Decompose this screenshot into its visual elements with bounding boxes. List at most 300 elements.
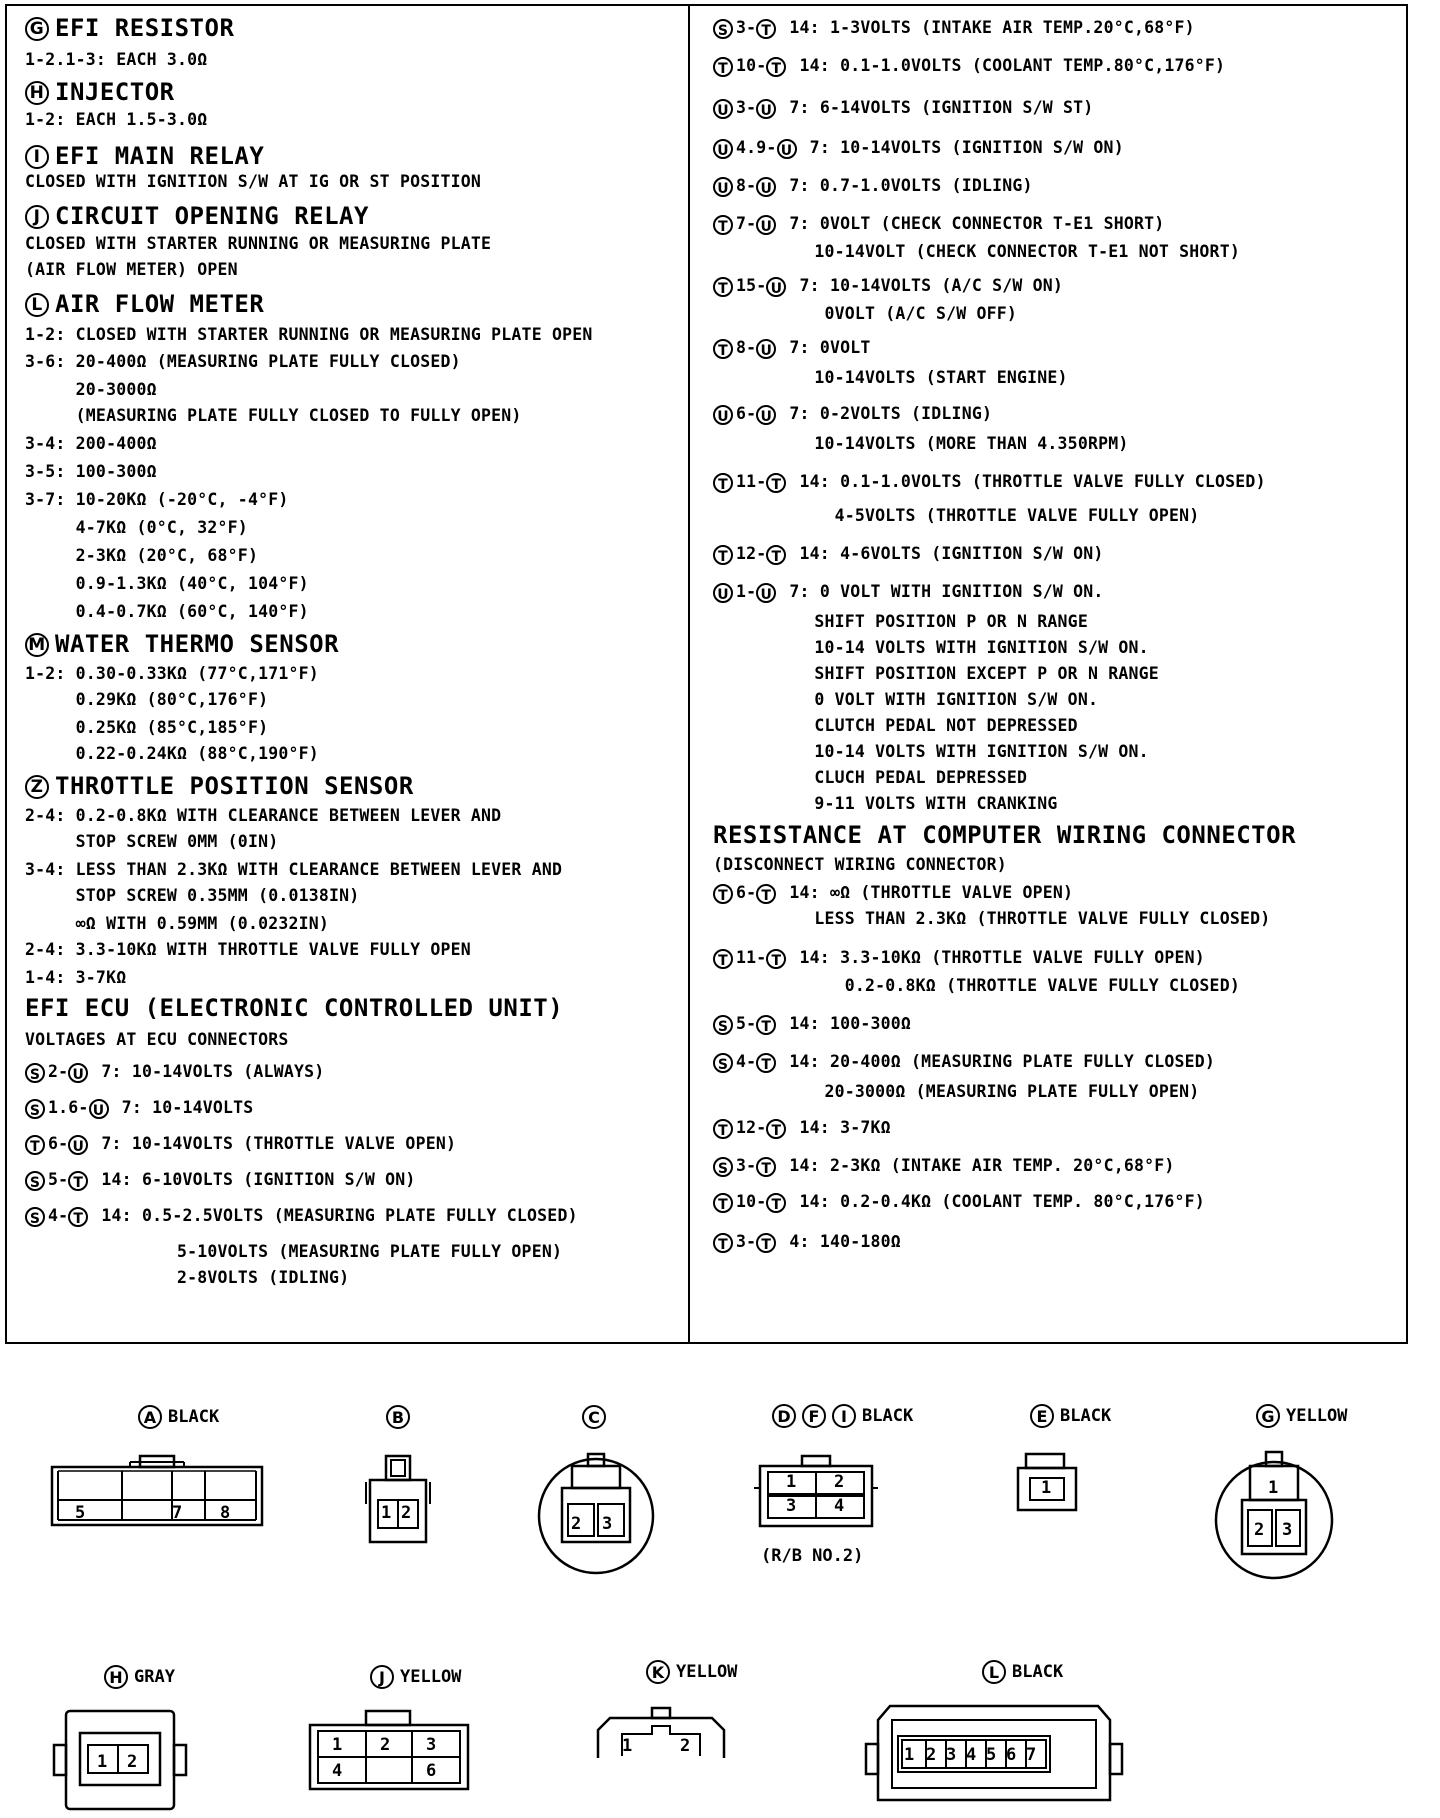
circle-letter-icon: S — [25, 1171, 45, 1191]
pin-label: 1 — [786, 1472, 797, 1492]
spec-line — [25, 574, 309, 594]
spec-text: 7: 6-14VOLTS (IGNITION S/W ST) — [779, 98, 1094, 117]
circle-letter-icon: T — [25, 1135, 45, 1155]
spec-line — [713, 638, 1149, 658]
spec-line — [713, 1232, 901, 1253]
spec-text: 7: 10-14VOLTS (A/C S/W ON) — [789, 276, 1064, 295]
spec-line — [713, 176, 1033, 197]
spec-line — [713, 138, 1124, 159]
pin-label: 2 — [1254, 1520, 1265, 1540]
circle-letter-icon: T — [713, 473, 733, 493]
spec-text: 1- — [736, 582, 757, 601]
spec-line — [713, 368, 1068, 388]
circle-letter-icon: S — [25, 1207, 45, 1227]
spec-text: 3- — [736, 98, 757, 117]
spec-text: 3-4: 200-400Ω — [25, 434, 157, 453]
circle-letter-icon: F — [802, 1404, 826, 1428]
spec-text: 1.6- — [48, 1098, 89, 1117]
circle-letter-icon: T — [766, 545, 786, 565]
spec-line — [25, 690, 268, 710]
spec-line — [25, 832, 278, 852]
spec-text: 10-14VOLTS (MORE THAN 4.350RPM) — [713, 434, 1129, 453]
circle-letter-icon: U — [777, 139, 797, 159]
spec-text: 2-8VOLTS (IDLING) — [25, 1268, 350, 1287]
connector-color: BLACK — [1060, 1406, 1112, 1426]
spec-text: LESS THAN 2.3KΩ (THROTTLE VALVE FULLY CLOSED) — [713, 909, 1271, 928]
spec-text: 4- — [736, 1052, 757, 1071]
circle-letter-icon: T — [713, 949, 733, 969]
circle-letter-icon: T — [713, 277, 733, 297]
spec-line — [713, 690, 1098, 710]
pin-label: 2 — [571, 1514, 582, 1534]
circle-letter-icon: T — [766, 1119, 786, 1139]
connector-dfi-label — [772, 1404, 913, 1428]
pin-label: 8 — [220, 1503, 231, 1523]
circle-letter-icon: U — [713, 99, 733, 119]
spec-text: 12- — [736, 1118, 767, 1137]
circle-letter-icon: T — [766, 473, 786, 493]
spec-line — [713, 909, 1270, 929]
spec-text: 0.25KΩ (85°C,185°F) — [25, 718, 269, 737]
spec-text: 2- — [48, 1062, 69, 1081]
spec-text: 4.9- — [736, 138, 777, 157]
spec-line — [25, 744, 319, 764]
spec-text: EFI RESISTOR — [55, 14, 235, 42]
section-heading — [25, 994, 563, 1022]
spec-text: CLOSED WITH IGNITION S/W AT IG OR ST POSITION — [25, 172, 482, 191]
circle-letter-icon: L — [25, 293, 49, 317]
pin-label: 2 — [834, 1472, 845, 1492]
circle-letter-icon: U — [766, 277, 786, 297]
spec-text: 14: 0.1-1.0VOLTS (COOLANT TEMP.80°C,176°F) — [789, 56, 1226, 75]
spec-text: 4-5VOLTS (THROTTLE VALVE FULLY OPEN) — [713, 506, 1200, 525]
connector-k — [592, 1702, 732, 1768]
spec-line — [713, 242, 1240, 262]
circle-letter-icon: T — [756, 19, 776, 39]
circle-letter-icon: T — [756, 1053, 776, 1073]
spec-line — [25, 914, 329, 934]
pin-label: 2 — [926, 1745, 937, 1765]
spec-line — [713, 1118, 891, 1139]
spec-line — [25, 325, 593, 345]
pin-label: 5 — [75, 1503, 86, 1523]
spec-line — [713, 855, 1007, 875]
pin-label: 1 — [1041, 1478, 1052, 1498]
circle-letter-icon: H — [25, 81, 49, 105]
spec-line — [25, 1030, 288, 1050]
circle-letter-icon: A — [138, 1405, 162, 1429]
circle-letter-icon: C — [582, 1405, 606, 1429]
spec-line — [25, 434, 157, 454]
spec-text: 4- — [48, 1206, 69, 1225]
circle-letter-icon: S — [713, 1015, 733, 1035]
spec-text: STOP SCREW 0MM (0IN) — [25, 832, 279, 851]
spec-text: 9-11 VOLTS WITH CRANKING — [713, 794, 1058, 813]
spec-line — [713, 1014, 911, 1035]
spec-text: SHIFT POSITION EXCEPT P OR N RANGE — [713, 664, 1159, 683]
spec-text: 14: 20-400Ω (MEASURING PLATE FULLY CLOSED) — [779, 1052, 1216, 1071]
spec-text: 7- — [736, 214, 757, 233]
column-divider — [688, 4, 690, 1344]
spec-text: STOP SCREW 0.35MM (0.0138IN) — [25, 886, 360, 905]
spec-line — [713, 404, 992, 425]
spec-text: 14: 3-7KΩ — [789, 1118, 891, 1137]
spec-line — [25, 602, 309, 622]
spec-text: 2-4: 0.2-0.8KΩ WITH CLEARANCE BETWEEN LEVER AND — [25, 806, 502, 825]
spec-text: 4-7KΩ (0°C, 32°F) — [25, 518, 248, 537]
spec-line — [713, 1192, 1205, 1213]
circle-letter-icon: U — [713, 177, 733, 197]
pin-label: 2 — [127, 1752, 138, 1772]
spec-line — [713, 768, 1027, 788]
spec-line — [713, 544, 1104, 565]
pin-label: 7 — [1026, 1745, 1037, 1765]
spec-text: 1-4: 3-7KΩ — [25, 968, 127, 987]
spec-text: 14: 4-6VOLTS (IGNITION S/W ON) — [789, 544, 1104, 563]
spec-text: 14: 100-300Ω — [779, 1014, 912, 1033]
connector-color: YELLOW — [676, 1662, 738, 1682]
spec-line — [25, 968, 126, 988]
spec-line — [25, 260, 238, 280]
circle-letter-icon: T — [713, 1193, 733, 1213]
spec-text: 6- — [736, 883, 757, 902]
section-heading — [25, 630, 339, 658]
pin-label: 4 — [966, 1745, 977, 1765]
spec-text: 2-3KΩ (20°C, 68°F) — [25, 546, 259, 565]
circle-letter-icon: G — [25, 17, 49, 41]
circle-letter-icon: M — [25, 633, 49, 657]
section-heading — [25, 78, 175, 106]
spec-line — [25, 110, 207, 130]
spec-text: 8- — [736, 176, 757, 195]
spec-line — [25, 172, 481, 192]
pin-label: 3 — [946, 1745, 957, 1765]
spec-line — [713, 276, 1063, 297]
connector-h-label — [104, 1665, 175, 1689]
spec-text: 14: 0.2-0.4KΩ (COOLANT TEMP. 80°C,176°F) — [789, 1192, 1205, 1211]
spec-line — [25, 234, 491, 254]
circle-letter-icon: S — [713, 1053, 733, 1073]
circle-letter-icon: T — [766, 57, 786, 77]
connector-c — [532, 1448, 660, 1576]
spec-text: 3-5: 100-300Ω — [25, 462, 157, 481]
spec-text: 1-2.1-3: EACH 3.0Ω — [25, 50, 208, 69]
spec-text: 0.29KΩ (80°C,176°F) — [25, 690, 269, 709]
spec-line — [25, 352, 461, 372]
spec-text: 14: 6-10VOLTS (IGNITION S/W ON) — [91, 1170, 416, 1189]
circle-letter-icon: U — [756, 215, 776, 235]
pin-label: 1 — [622, 1736, 633, 1756]
circle-letter-icon: U — [68, 1063, 88, 1083]
circle-letter-icon: D — [772, 1404, 796, 1428]
spec-text: 14: ∞Ω (THROTTLE VALVE OPEN) — [779, 883, 1074, 902]
spec-text: 15- — [736, 276, 767, 295]
circle-letter-icon: H — [104, 1665, 128, 1689]
spec-text: 3- — [736, 1156, 757, 1175]
section-heading — [25, 202, 369, 230]
spec-line — [713, 18, 1195, 39]
spec-text: CIRCUIT OPENING RELAY — [55, 202, 369, 230]
connector-color: BLACK — [168, 1407, 220, 1427]
spec-text: 11- — [736, 472, 767, 491]
connector-h — [50, 1705, 190, 1815]
spec-line — [713, 582, 1104, 603]
spec-text: 7: 10-14VOLTS — [111, 1098, 254, 1117]
spec-line — [713, 794, 1058, 814]
spec-line — [25, 1242, 562, 1262]
spec-text: 20-3000Ω (MEASURING PLATE FULLY OPEN) — [713, 1082, 1200, 1101]
spec-line — [713, 56, 1225, 77]
spec-text: VOLTAGES AT ECU CONNECTORS — [25, 1030, 289, 1049]
connector-color: GRAY — [134, 1667, 175, 1687]
pin-label: 1 — [1268, 1478, 1279, 1498]
spec-line — [713, 214, 1164, 235]
spec-line — [713, 434, 1129, 454]
spec-text: WATER THERMO SENSOR — [55, 630, 340, 658]
spec-line — [25, 546, 258, 566]
spec-line — [25, 806, 501, 826]
spec-text: 6- — [48, 1134, 69, 1153]
spec-table — [5, 4, 1408, 1344]
spec-text: 7: 10-14VOLTS (THROTTLE VALVE OPEN) — [91, 1134, 457, 1153]
spec-text: 0.2-0.8KΩ (THROTTLE VALVE FULLY CLOSED) — [713, 976, 1240, 995]
spec-text: 0 VOLT WITH IGNITION S/W ON. — [713, 690, 1099, 709]
spec-text: (DISCONNECT WIRING CONNECTOR) — [713, 855, 1007, 874]
spec-text: 1-2: 0.30-0.33KΩ (77°C,171°F) — [25, 664, 319, 683]
pin-label: 3 — [602, 1514, 613, 1534]
circle-letter-icon: T — [68, 1171, 88, 1191]
circle-letter-icon: T — [713, 215, 733, 235]
connector-color: YELLOW — [400, 1667, 462, 1687]
spec-line — [713, 948, 1205, 969]
spec-line — [713, 98, 1093, 119]
circle-letter-icon: T — [713, 1233, 733, 1253]
circle-letter-icon: T — [756, 1233, 776, 1253]
pin-label: 7 — [172, 1503, 183, 1523]
circle-letter-icon: U — [713, 405, 733, 425]
spec-text: 3-7: 10-20KΩ (-20°C, -4°F) — [25, 490, 289, 509]
relay-block-note: (R/B NO.2) — [761, 1546, 864, 1566]
spec-line — [25, 490, 288, 510]
circle-letter-icon: K — [646, 1660, 670, 1684]
circle-letter-icon: I — [832, 1404, 856, 1428]
spec-text: CLUCH PEDAL DEPRESSED — [713, 768, 1028, 787]
spec-text: 14: 1-3VOLTS (INTAKE AIR TEMP.20°C,68°F) — [779, 18, 1195, 37]
connector-color: BLACK — [1012, 1662, 1064, 1682]
spec-text: THROTTLE POSITION SENSOR — [55, 772, 414, 800]
circle-letter-icon: U — [713, 583, 733, 603]
spec-line — [25, 380, 157, 400]
section-heading — [25, 14, 234, 42]
connector-g-label — [1256, 1404, 1347, 1428]
connector-a-label — [138, 1405, 219, 1429]
section-heading — [713, 821, 1296, 849]
spec-text: 7: 0.7-1.0VOLTS (IDLING) — [779, 176, 1033, 195]
connector-e-label — [1030, 1404, 1111, 1428]
spec-text: 7: 0-2VOLTS (IDLING) — [779, 404, 993, 423]
spec-text: 0.22-0.24KΩ (88°C,190°F) — [25, 744, 319, 763]
spec-text: 3-6: 20-400Ω (MEASURING PLATE FULLY CLOSED) — [25, 352, 461, 371]
spec-line — [25, 1134, 456, 1155]
circle-letter-icon: J — [370, 1665, 394, 1689]
circle-letter-icon: U — [756, 339, 776, 359]
spec-line — [713, 883, 1073, 904]
pin-label: 5 — [986, 1745, 997, 1765]
circle-letter-icon: U — [713, 139, 733, 159]
connector-b-label — [386, 1405, 413, 1429]
spec-text: 10- — [736, 56, 767, 75]
spec-text: 14: 2-3KΩ (INTAKE AIR TEMP. 20°C,68°F) — [779, 1156, 1175, 1175]
connector-color: YELLOW — [1286, 1406, 1348, 1426]
circle-letter-icon: U — [68, 1135, 88, 1155]
spec-text: 14: 3.3-10KΩ (THROTTLE VALVE FULLY OPEN) — [789, 948, 1205, 967]
spec-text: EFI MAIN RELAY — [55, 142, 265, 170]
spec-text: 4: 140-180Ω — [779, 1232, 901, 1251]
spec-text: (MEASURING PLATE FULLY CLOSED TO FULLY OPEN) — [25, 406, 522, 425]
circle-letter-icon: T — [766, 1193, 786, 1213]
spec-text: 10-14 VOLTS WITH IGNITION S/W ON. — [713, 742, 1149, 761]
connector-j-label — [370, 1665, 461, 1689]
spec-text: 7: 10-14VOLTS (ALWAYS) — [91, 1062, 325, 1081]
spec-text: 3- — [736, 1232, 757, 1251]
spec-text: 10-14 VOLTS WITH IGNITION S/W ON. — [713, 638, 1149, 657]
spec-line — [25, 462, 157, 482]
pin-label: 6 — [426, 1761, 437, 1781]
circle-letter-icon: U — [756, 405, 776, 425]
spec-text: 11- — [736, 948, 767, 967]
circle-letter-icon: T — [713, 57, 733, 77]
circle-letter-icon: J — [25, 205, 49, 229]
spec-text: ∞Ω WITH 0.59MM (0.0232IN) — [25, 914, 330, 933]
connector-k-label — [646, 1660, 737, 1684]
spec-text: INJECTOR — [55, 78, 175, 106]
circle-letter-icon: S — [713, 1157, 733, 1177]
spec-text: SHIFT POSITION P OR N RANGE — [713, 612, 1088, 631]
circle-letter-icon: U — [756, 583, 776, 603]
circle-letter-icon: T — [713, 339, 733, 359]
connector-b — [364, 1452, 436, 1544]
pin-label: 3 — [1282, 1520, 1293, 1540]
spec-line — [713, 472, 1266, 493]
spec-line — [25, 860, 562, 880]
spec-text: AIR FLOW METER — [55, 290, 265, 318]
circle-letter-icon: T — [756, 1157, 776, 1177]
spec-line — [713, 612, 1088, 632]
pin-label: 2 — [380, 1735, 391, 1755]
spec-text: 7: 0VOLT (CHECK CONNECTOR T-E1 SHORT) — [779, 214, 1165, 233]
section-heading — [25, 290, 264, 318]
spec-line — [713, 1052, 1215, 1073]
spec-text: (AIR FLOW METER) OPEN — [25, 260, 238, 279]
connector-c-label — [582, 1405, 609, 1429]
pin-label: 1 — [97, 1752, 108, 1772]
spec-text: 5- — [48, 1170, 69, 1189]
spec-text: 7: 10-14VOLTS (IGNITION S/W ON) — [799, 138, 1124, 157]
spec-text: 3-4: LESS THAN 2.3KΩ WITH CLEARANCE BETWEEN LEVER AND — [25, 860, 563, 879]
spec-line — [713, 506, 1199, 526]
spec-text: 8- — [736, 338, 757, 357]
section-heading — [25, 772, 414, 800]
spec-text: 20-3000Ω — [25, 380, 157, 399]
pin-label: 4 — [332, 1761, 343, 1781]
spec-line — [25, 886, 359, 906]
circle-letter-icon: S — [25, 1099, 45, 1119]
circle-letter-icon: Z — [25, 775, 49, 799]
circle-letter-icon: T — [713, 884, 733, 904]
spec-text: CLOSED WITH STARTER RUNNING OR MEASURING PLATE — [25, 234, 492, 253]
spec-line — [713, 742, 1149, 762]
spec-line — [25, 664, 319, 684]
circle-letter-icon: L — [982, 1660, 1006, 1684]
connector-l-label — [982, 1660, 1063, 1684]
spec-line — [713, 1082, 1199, 1102]
circle-letter-icon: T — [766, 949, 786, 969]
spec-line — [25, 1268, 349, 1288]
circle-letter-icon: T — [713, 545, 733, 565]
spec-text: 2-4: 3.3-10KΩ WITH THROTTLE VALVE FULLY OPEN — [25, 940, 471, 959]
circle-letter-icon: S — [25, 1063, 45, 1083]
spec-line — [25, 1098, 253, 1119]
connector-g — [1210, 1448, 1338, 1584]
spec-text: CLUTCH PEDAL NOT DEPRESSED — [713, 716, 1078, 735]
spec-text: RESISTANCE AT COMPUTER WIRING CONNECTOR — [713, 821, 1297, 849]
spec-text: 0VOLT (A/C S/W OFF) — [713, 304, 1018, 323]
spec-line — [25, 1170, 416, 1191]
spec-line — [25, 1206, 578, 1227]
spec-text: 10-14VOLTS (START ENGINE) — [713, 368, 1068, 387]
circle-letter-icon: B — [386, 1405, 410, 1429]
spec-line — [25, 50, 207, 70]
spec-text: 14: 0.5-2.5VOLTS (MEASURING PLATE FULLY CLOSED) — [91, 1206, 578, 1225]
spec-text: 5- — [736, 1014, 757, 1033]
spec-line — [25, 940, 471, 960]
spec-text: 3- — [736, 18, 757, 37]
circle-letter-icon: T — [713, 1119, 733, 1139]
circle-letter-icon: G — [1256, 1404, 1280, 1428]
connector-color: BLACK — [862, 1406, 914, 1426]
pin-label: 1 — [332, 1735, 343, 1755]
spec-line — [713, 338, 871, 359]
section-heading — [25, 142, 264, 170]
spec-text: 5-10VOLTS (MEASURING PLATE FULLY OPEN) — [25, 1242, 563, 1261]
circle-letter-icon: U — [756, 99, 776, 119]
pin-label: 3 — [426, 1735, 437, 1755]
pin-label: 3 — [786, 1496, 797, 1516]
connector-dfi — [752, 1448, 882, 1538]
spec-text: 10- — [736, 1192, 767, 1211]
circle-letter-icon: T — [756, 1015, 776, 1035]
spec-line — [25, 518, 248, 538]
pin-label: 1 — [904, 1745, 915, 1765]
pin-label: 2 — [401, 1503, 412, 1523]
spec-text: 7: 0 VOLT WITH IGNITION S/W ON. — [779, 582, 1104, 601]
spec-text: 12- — [736, 544, 767, 563]
circle-letter-icon: S — [713, 19, 733, 39]
circle-letter-icon: U — [756, 177, 776, 197]
spec-line — [25, 1062, 324, 1083]
spec-text: 7: 0VOLT — [779, 338, 871, 357]
spec-text: 0.4-0.7KΩ (60°C, 140°F) — [25, 602, 309, 621]
pin-label: 6 — [1006, 1745, 1017, 1765]
circle-letter-icon: U — [89, 1099, 109, 1119]
spec-line — [713, 304, 1017, 324]
spec-line — [25, 718, 268, 738]
spec-text: 10-14VOLT (CHECK CONNECTOR T-E1 NOT SHORT) — [713, 242, 1240, 261]
spec-line — [713, 664, 1159, 684]
spec-line — [713, 976, 1240, 996]
circle-letter-icon: I — [25, 145, 49, 169]
circle-letter-icon: T — [68, 1207, 88, 1227]
